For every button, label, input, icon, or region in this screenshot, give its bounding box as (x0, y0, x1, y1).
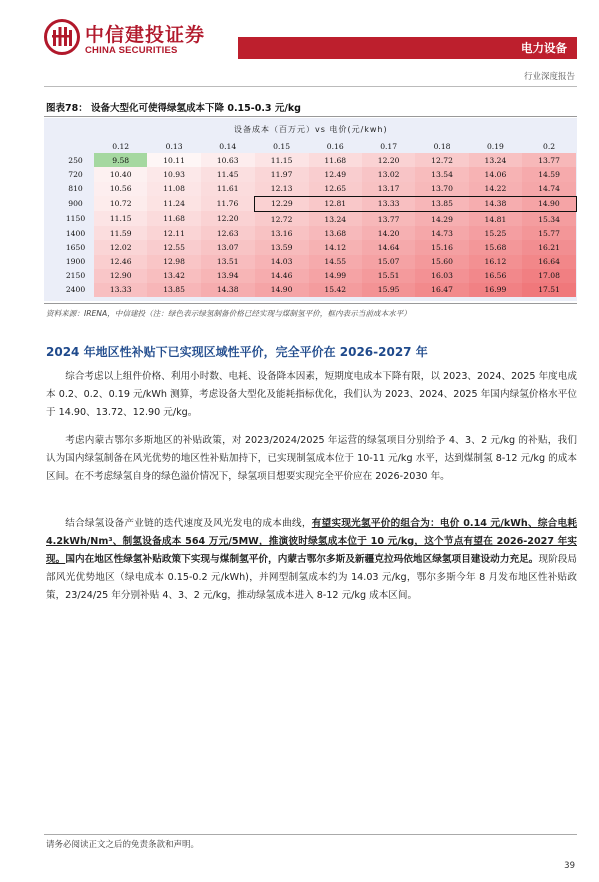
heatmap-cell: 12.11 (147, 226, 200, 240)
page-number: 39 (564, 861, 575, 871)
heatmap-cell: 16.03 (415, 269, 468, 283)
heatmap-cell: 15.60 (415, 255, 468, 269)
heatmap-col-header: 0.16 (326, 141, 344, 151)
sector-banner (238, 37, 577, 59)
heatmap-cell: 12.55 (147, 240, 200, 254)
heatmap-cell: 12.49 (309, 167, 362, 181)
heatmap-row-header: 2150 (65, 271, 86, 281)
heatmap-col-header: 0.14 (219, 141, 237, 151)
heatmap-row (57, 153, 576, 167)
heatmap-table (57, 139, 577, 297)
heatmap-row-header: 1400 (65, 228, 86, 238)
heatmap-corner (57, 139, 94, 153)
heatmap-row (57, 226, 576, 240)
heatmap-cell: 14.38 (469, 196, 522, 211)
heatmap-cell: 16.56 (469, 269, 522, 283)
heatmap-cell: 14.03 (255, 255, 309, 269)
heatmap-col-header: 0.18 (433, 141, 451, 151)
heatmap-cell: 10.93 (147, 167, 200, 181)
brand-name-cn: 中信建投证券 (85, 24, 206, 46)
heatmap-cell: 13.17 (362, 182, 415, 197)
heatmap-row (57, 167, 576, 181)
heatmap-cell: 12.98 (147, 255, 200, 269)
heatmap-cell: 16.99 (469, 283, 522, 297)
heatmap-row (57, 196, 576, 211)
heatmap-cell: 14.46 (255, 269, 309, 283)
heatmap-cell: 13.16 (255, 226, 309, 240)
footer-disclaimer: 请务必阅读正文之后的免责条款和声明。 (46, 840, 200, 850)
heatmap-cell: 11.76 (201, 196, 255, 211)
heatmap-cell: 11.61 (201, 182, 255, 197)
heatmap-cell: 15.25 (469, 226, 522, 240)
heatmap-cell: 10.72 (94, 196, 147, 211)
heatmap-cell: 12.20 (201, 211, 255, 226)
heatmap-cell: 13.77 (522, 153, 576, 167)
heatmap-cell: 10.63 (201, 153, 255, 167)
heatmap-cell: 15.77 (522, 226, 576, 240)
heatmap-cell: 16.12 (469, 255, 522, 269)
heatmap-cell: 15.34 (522, 211, 576, 226)
heatmap-cell: 14.81 (469, 211, 522, 226)
heatmap-col-header: 0.12 (112, 141, 130, 151)
heatmap-cell: 13.42 (147, 269, 200, 283)
figure-title: 图表78： 设备大型化可使得绿氢成本下降 0.15-0.3 元/kg (46, 103, 301, 114)
heatmap-cell: 15.42 (309, 283, 362, 297)
heatmap-cell: 11.24 (147, 196, 200, 211)
heatmap-cell: 14.29 (415, 211, 468, 226)
heatmap-cell: 15.95 (362, 283, 415, 297)
heatmap-cell: 13.94 (201, 269, 255, 283)
heatmap-cell: 10.40 (94, 167, 147, 181)
heatmap-cell: 13.77 (362, 211, 415, 226)
heatmap-cell: 13.02 (362, 167, 415, 181)
figure-top-rule (44, 116, 577, 117)
heatmap-row-header: 1650 (65, 242, 86, 252)
heatmap-cell: 13.70 (415, 182, 468, 197)
heatmap-row-header: 2400 (65, 285, 86, 295)
heatmap-row-header: 1900 (65, 257, 86, 267)
heatmap-cell: 13.85 (415, 196, 468, 211)
figure-bottom-rule (44, 303, 577, 304)
heatmap-row (57, 240, 576, 254)
heatmap-cell: 12.63 (201, 226, 255, 240)
paragraph-1: 综合考虑以上组件价格、利用小时数、电耗、设备降本因素，短期度电成本下降有限，以 2023、2024、2025 年度电成本 0.2、0.2、0.19 元/kWh 测算，考虑设备大型化及能耗指标优化，我们认为 2023、2024、2025 年国内绿氢价格水平位于 14.90、13.72、12.90 元/kg。 (46, 371, 577, 418)
heatmap-cell: 10.56 (94, 182, 147, 197)
heatmap-cell: 14.12 (309, 240, 362, 254)
heatmap-cell: 12.02 (94, 240, 147, 254)
heatmap-cell: 14.90 (255, 283, 309, 297)
heatmap-cell: 11.59 (94, 226, 147, 240)
heatmap-cell: 9.58 (94, 153, 147, 167)
paragraph-3-intro: 结合绿氢设备产业链的迭代速度及风光发电的成本曲线， (65, 518, 312, 529)
heatmap-cell: 12.81 (309, 196, 362, 211)
section-title: 2024 年地区性补贴下已实现区域性平价，完全平价在 2026-2027 年 (46, 345, 428, 359)
heatmap-cell: 14.20 (362, 226, 415, 240)
heatmap-cell: 13.24 (309, 211, 362, 226)
paragraph-2: 考虑内蒙古鄂尔多斯地区的补贴政策，对 2023/2024/2025 年运营的绿氢项目分别给予 4、3、2 元/kg 的补贴，我们认为国内绿氢制备在风光优势的地区性补贴加持下，已实现制氢成本位于 10-11 元/kg 水平，达到煤制氢 8-12 元/kg 的成本区间。在不考虑绿氢自身的绿色溢价情况下，绿氢项目想要实现完全平价应在 2026-2030 年。 (46, 435, 577, 482)
paragraph-3 (46, 515, 577, 605)
heatmap-cell: 13.24 (469, 153, 522, 167)
heatmap-cell: 11.15 (255, 153, 309, 167)
heatmap-cell: 15.51 (362, 269, 415, 283)
heatmap-cell: 16.47 (415, 283, 468, 297)
paragraph-3-highlight: 有望实现光氢平价的组合为：电价 0.14 元/kWh、综合电耗 4.2kWh/Nm³、制氢设备成本 564 万元/5MW，推演彼时绿氢成本位于 10 元/kg，这个节点有望在 2026-2027 年实现。 (46, 518, 578, 565)
header-divider (44, 86, 577, 87)
heatmap-cell: 14.55 (309, 255, 362, 269)
heatmap-col-header: 0.13 (165, 141, 183, 151)
heatmap-cell: 11.08 (147, 182, 200, 197)
heatmap-cell: 14.73 (415, 226, 468, 240)
paragraph-3-rest: 现阶段局部风光优势地区（绿电成本 0.15-0.2 元/kWh)，并网型制氢成本约为 14.03 元/kg，鄂尔多斯今年 8 月发布地区性补贴政策，23/24/25 年分别补贴 4、3、2 元/kg，推动绿氢成本进入 8-12 元/kg 成本区间。 (46, 554, 578, 601)
heatmap-cell: 12.46 (94, 255, 147, 269)
sector-label: 电力设备 (521, 41, 567, 55)
heatmap-cell: 15.68 (469, 240, 522, 254)
heatmap-cell: 12.72 (255, 211, 309, 226)
heatmap-panel (44, 118, 577, 301)
brand-name-en: CHINA SECURITIES (85, 45, 178, 56)
paragraph-3-bold: 国内在地区性绿氢补贴政策下实现与煤制氢平价，内蒙古鄂尔多斯及新疆克拉玛依地区绿氢项目建设动力充足。 (65, 554, 539, 565)
heatmap-cell: 12.90 (94, 269, 147, 283)
heatmap-cell: 14.59 (522, 167, 576, 181)
heatmap-title: 设备成本（百万元）vs 电价(元/kwh) (234, 125, 388, 134)
heatmap-cell: 16.64 (522, 255, 576, 269)
heatmap-row-header: 250 (68, 155, 83, 165)
heatmap-cell: 13.85 (147, 283, 200, 297)
heatmap-cell: 15.16 (415, 240, 468, 254)
heatmap-row-header: 810 (68, 184, 83, 194)
heatmap-row (57, 211, 576, 226)
heatmap-row (57, 255, 576, 269)
heatmap-cell: 11.68 (309, 153, 362, 167)
heatmap-cell: 13.54 (415, 167, 468, 181)
heatmap-cell: 13.07 (201, 240, 255, 254)
heatmap-cell: 12.20 (362, 153, 415, 167)
heatmap-cell: 15.07 (362, 255, 415, 269)
heatmap-col-header: 0.19 (486, 141, 504, 151)
heatmap-cell: 14.06 (469, 167, 522, 181)
heatmap-cell: 12.13 (255, 182, 309, 197)
heatmap-cell: 13.33 (362, 196, 415, 211)
report-type: 行业深度报告 (523, 72, 575, 82)
heatmap-cell: 13.33 (94, 283, 147, 297)
heatmap-cell: 17.08 (522, 269, 576, 283)
heatmap-cell: 14.99 (309, 269, 362, 283)
heatmap-cell: 14.64 (362, 240, 415, 254)
heatmap-cell: 12.29 (255, 196, 309, 211)
figure-source: 资料来源：IRENA，中信建投（注：绿色表示绿氢制备价格已经实现与煤制氢平价，框内表示当前成本水平） (46, 309, 411, 318)
heatmap-cell: 13.68 (309, 226, 362, 240)
heatmap-cell: 14.22 (469, 182, 522, 197)
heatmap-cell: 14.74 (522, 182, 576, 197)
heatmap-col-header: 0.2 (543, 141, 556, 151)
heatmap-row-header: 720 (68, 169, 83, 179)
heatmap-cell: 12.65 (309, 182, 362, 197)
heatmap-row (57, 283, 576, 297)
heatmap-cell: 13.59 (255, 240, 309, 254)
heatmap-cell: 14.38 (201, 283, 255, 297)
heatmap-col-header: 0.17 (380, 141, 398, 151)
heatmap-cell: 11.45 (201, 167, 255, 181)
heatmap-cell: 13.51 (201, 255, 255, 269)
heatmap-row (57, 182, 576, 197)
heatmap-cell: 10.11 (147, 153, 200, 167)
heatmap-col-header: 0.15 (273, 141, 291, 151)
heatmap-cell: 14.90 (522, 196, 576, 211)
heatmap-cell: 11.68 (147, 211, 200, 226)
heatmap-cell: 12.72 (415, 153, 468, 167)
citic-logo-icon (44, 19, 80, 55)
heatmap-cell: 11.15 (94, 211, 147, 226)
footer-divider (44, 834, 577, 835)
heatmap-cell: 11.97 (255, 167, 309, 181)
heatmap-row-header: 900 (68, 199, 83, 209)
heatmap-row (57, 269, 576, 283)
heatmap-cell: 16.21 (522, 240, 576, 254)
heatmap-row-header: 1150 (65, 214, 86, 224)
heatmap-cell: 17.51 (522, 283, 576, 297)
